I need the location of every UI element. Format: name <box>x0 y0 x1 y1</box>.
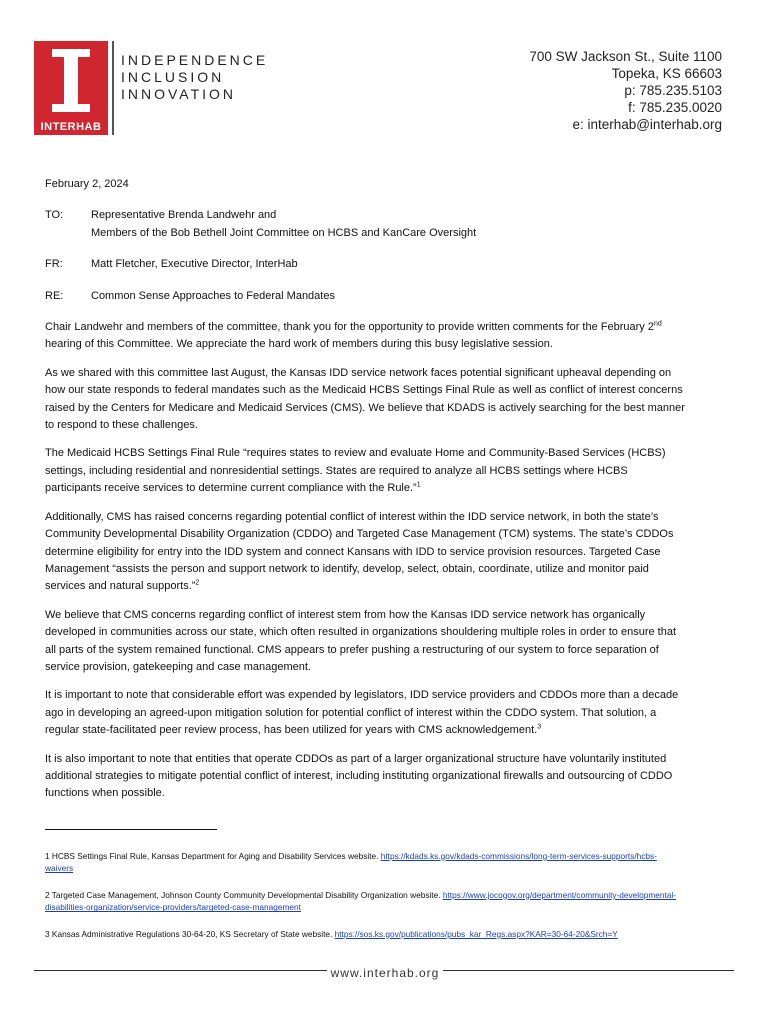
to-label: TO: <box>45 209 64 222</box>
footnote-3 <box>45 928 685 941</box>
interhab-logo <box>34 41 108 120</box>
address-street: 700 SW Jackson St., Suite 1100 <box>529 49 722 64</box>
paragraph-4 <box>45 509 685 596</box>
paragraph-3 <box>45 445 685 497</box>
paragraph-5: We believe that CMS concerns regarding conflict of interest stem from how the Kansas IDD service network has organically developed in communities across our state, which often resulted in organizations shouldering multiple roles in order to ensure that all parts of the system remained functional. CMS appears to prefer pushing a restructuring of our system to force separation of service provision, gatekeeping and case management. <box>45 608 677 673</box>
logo-i-glyph-icon <box>34 41 108 120</box>
paragraph-text: hearing of this Committee. We appreciate the hard work of members during this busy legislative session. <box>45 338 553 351</box>
letter-body <box>45 176 685 954</box>
address-city: Topeka, KS 66603 <box>611 66 722 81</box>
from-row <box>45 256 685 273</box>
from-label: FR: <box>45 258 63 271</box>
footer-website <box>0 966 770 980</box>
footer-website-text[interactable]: www.interhab.org <box>327 966 444 980</box>
footnote-2 <box>45 889 685 914</box>
paragraph-2: As we shared with this committee last August, the Kansas IDD service network faces potential significant upheaval depending on how our state responds to federal mandates such as the Medicaid HCBS Settings Final Rule as well as conflict of interest concerns raised by the Centers for Medicare and Medicaid Services (CMS). We believe that KDADS is actively searching for the best manner to respond to these challenges. <box>45 366 685 432</box>
address-fax: f: 785.235.0020 <box>628 100 722 115</box>
letterhead <box>0 0 770 150</box>
footnote-ref: 1 <box>416 481 421 489</box>
paragraph-6 <box>45 687 685 739</box>
from-value: Matt Fletcher, Executive Director, InterHab <box>91 258 298 271</box>
address-phone: p: 785.235.5103 <box>624 83 722 98</box>
tagline <box>121 52 268 103</box>
footnote-link[interactable]: https://www.jocogov.org/department/community-developmental-disabilities-organization/service-providers/targeted-case-management <box>45 889 677 913</box>
letter-date: February 2, 2024 <box>45 178 129 190</box>
paragraph-7: It is also important to note that entities that operate CDDOs as part of a larger organizational structure have voluntarily instituted additional strategies to mitigate potential conflict of interest, including instituting organizational firewalls and outsourcing of CDDO functions when possible. <box>45 752 673 800</box>
logo-name: INTERHAB <box>34 120 108 135</box>
footnote-separator <box>45 829 217 830</box>
tagline-line: INCLUSION <box>121 69 225 85</box>
to-line: Members of the Bob Bethell Joint Committee on HCBS and KanCare Oversight <box>91 226 477 239</box>
to-row <box>45 207 685 242</box>
address-email[interactable]: e: interhab@interhab.org <box>572 117 722 132</box>
to-value <box>91 207 685 242</box>
re-row <box>45 288 685 305</box>
tagline-line: INDEPENDENCE <box>121 52 269 68</box>
paragraph-text: It is important to note that considerable effort was expended by legislators, IDD service providers and CDDOs more than a decade ago in developing an agreed-upon mitigation solution for potential conflict of interest within the CDDO system. That solution, a regular state-facilitated peer review process, has been utilized for years with CMS acknowledgement. <box>45 689 679 737</box>
footnote-ref: 2 <box>195 579 200 587</box>
re-label: RE: <box>45 289 64 302</box>
footnote-text: 2 Targeted Case Management, Johnson County Community Developmental Disability Organization website. <box>45 889 443 900</box>
footnote-1 <box>45 850 685 875</box>
superscript: nd <box>653 320 662 328</box>
re-value: Common Sense Approaches to Federal Mandates <box>91 289 335 302</box>
tagline-line: INNOVATION <box>121 86 237 102</box>
footnote-text: 1 HCBS Settings Final Rule, Kansas Department for Aging and Disability Services website. <box>45 850 381 861</box>
footnote-ref: 3 <box>537 723 542 731</box>
footnote-text: 3 Kansas Administrative Regulations 30-64-20, KS Secretary of State website. <box>45 928 335 939</box>
to-line: Representative Brenda Landwehr and <box>91 209 277 222</box>
footnote-link[interactable]: https://kdads.ks.gov/kdads-commissions/long-term-services-supports/hcbs-waivers <box>45 850 657 874</box>
paragraph-1 <box>45 319 685 354</box>
paragraph-text: The Medicaid HCBS Settings Final Rule “requires states to review and evaluate Home and Community-Based Services (HCBS) settings, including residential and nonresidential settings. States are required to analyze all HCBS settings where HCBS participants receive services to determine current compliance with the Rule.” <box>45 447 666 495</box>
footnote-link[interactable]: https://sos.ks.gov/publications/pubs_kar_Regs.aspx?KAR=30-64-20&Srch=Y <box>334 928 618 939</box>
paragraph-text: Additionally, CMS has raised concerns regarding potential conflict of interest within the IDD service network, in both the state’s Community Developmental Disability Organization (CDDO) and Targeted Case Management (TCM) systems. The state’s CDDOs determine eligibility for entry into the IDD system and connect Kansans with IDD to service provision resources. Targeted Case Management “assists the person and support network to identify, develop, select, obtain, coordinate, utilize and monitor paid services and natural supports.” <box>45 510 674 593</box>
logo-divider <box>112 41 114 135</box>
address-block <box>529 48 722 133</box>
paragraph-text: Chair Landwehr and members of the committee, thank you for the opportunity to provide written comments for the February 2 <box>45 321 654 334</box>
